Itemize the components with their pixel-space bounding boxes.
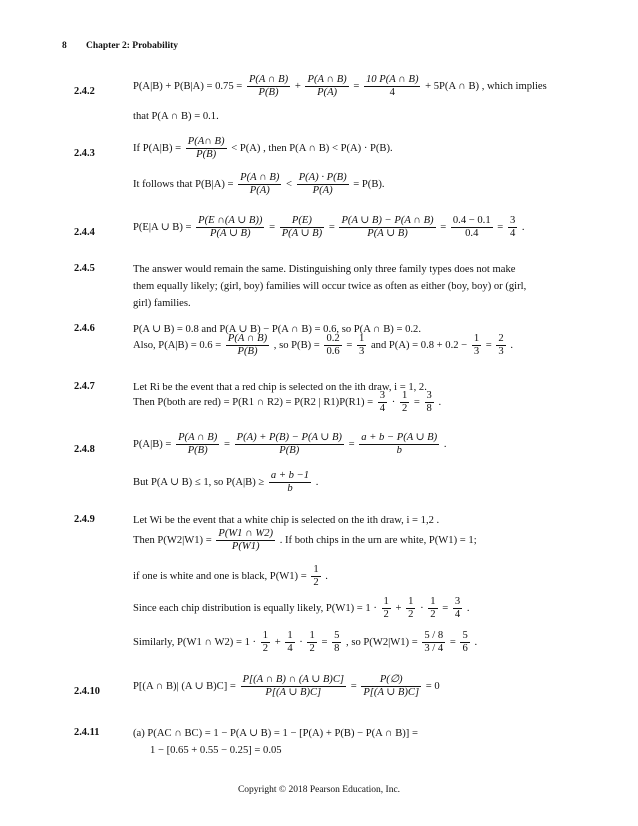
numerator: a + b −1 (270, 470, 310, 481)
numerator: P(W1 ∩ W2) (218, 528, 274, 539)
problem-number: 2.4.2 (74, 86, 95, 97)
denominator: 0.6 (326, 346, 340, 357)
numerator: P(A) · P(B) (298, 172, 347, 183)
text: . (521, 221, 525, 233)
text: . (466, 602, 470, 614)
numerator: 3 (426, 390, 432, 401)
operator: = (321, 636, 328, 648)
numerator: 1 (383, 596, 389, 607)
denominator: P[(A ∪ B)C] (265, 687, 322, 698)
problem-2-4-6-line2 (133, 333, 513, 358)
fraction (186, 136, 227, 161)
operator: · (299, 636, 303, 648)
denominator: P[(A ∪ B)C] (363, 687, 420, 698)
fraction (247, 74, 290, 99)
problem-2-4-5-line2: them equally likely; (girl, boy) families will occur twice as often as either (boy, boy) or (girl, (133, 281, 527, 292)
denominator: 3 (473, 346, 480, 357)
numerator: P(A∩ B) (187, 136, 225, 147)
numerator: P(A ∩ B) (248, 74, 289, 85)
denominator: b (287, 483, 293, 494)
denominator: P(A ∪ B) (367, 228, 408, 239)
page-header (62, 41, 178, 51)
denominator: 2 (401, 403, 408, 414)
numerator: 3 (509, 215, 516, 226)
denominator: 8 (426, 403, 432, 414)
problem-2-4-6-line1: P(A ∪ B) = 0.8 and P(A ∪ B) − P(A ∩ B) = 0.6, so P(A ∩ B) = 0.2. (133, 324, 421, 335)
fraction (324, 333, 341, 358)
problem-number: 2.4.10 (74, 686, 100, 697)
numerator: 3 (379, 390, 386, 401)
text: . (315, 476, 319, 488)
operator: = (269, 221, 276, 233)
text: It follows that P(B|A) = (133, 178, 234, 190)
fraction (241, 674, 346, 699)
text: + 5P(A ∩ B) , which implies (425, 80, 547, 92)
numerator: P(E ∩(A ∪ B)) (198, 215, 263, 226)
numerator: 2 (498, 333, 504, 344)
problem-2-4-2-line2: that P(A ∩ B) = 0.1. (133, 111, 219, 122)
denominator: 4 (389, 87, 395, 98)
fraction (226, 333, 269, 358)
operator: = (442, 602, 449, 614)
fraction (235, 432, 344, 457)
text: Then P(both are red) = P(R1 ∩ R2) = P(R2 | R1)P(R1) = (133, 396, 374, 408)
problem-2-4-3-line2 (133, 172, 385, 197)
fraction (311, 564, 320, 589)
text: P(E|A ∪ B) = (133, 221, 192, 233)
problem-2-4-11-line1: (a) P(AC ∩ BC) = 1 − P(A ∪ B) = 1 − [P(A) + P(B) − P(A ∩ B)] = (133, 728, 418, 739)
numerator: 5 / 8 (424, 630, 444, 641)
numerator: 1 (287, 630, 293, 641)
problem-2-4-2-line1 (133, 74, 547, 99)
problem-2-4-7-line1: Let Ri be the event that a red chip is selected on the ith draw, i = 1, 2. (133, 382, 427, 393)
fraction (285, 630, 294, 655)
text: , so P(W2|W1) = (346, 636, 418, 648)
fraction (460, 630, 469, 655)
problem-2-4-9-line1: Let Wi be the event that a white chip is selected on the ith draw, i = 1,2 . (133, 515, 440, 526)
fraction (280, 215, 324, 240)
text: = 0 (425, 680, 440, 692)
denominator: 4 (287, 643, 293, 654)
denominator: 4 (454, 609, 461, 620)
denominator: P(B) (187, 445, 208, 456)
fraction (400, 390, 409, 415)
fraction (472, 333, 481, 358)
fraction (496, 333, 505, 358)
numerator: 1 (408, 596, 414, 607)
fraction (453, 596, 462, 621)
fraction (378, 390, 387, 415)
operator: · (420, 602, 424, 614)
problem-2-4-8-line2 (133, 470, 318, 495)
fraction (357, 333, 366, 358)
fraction (425, 390, 434, 415)
fraction (359, 432, 439, 457)
fraction (261, 630, 270, 655)
text: < P(A) , then P(A ∩ B) < P(A) · P(B). (231, 142, 393, 154)
numerator: 5 (334, 630, 340, 641)
denominator: P(B) (196, 149, 217, 160)
text: Since each chip distribution is equally likely, P(W1) = 1 · (133, 602, 377, 614)
denominator: P(B) (237, 346, 258, 357)
numerator: P(E) (280, 215, 324, 228)
denominator: 4 (509, 228, 516, 239)
numerator: 3 (454, 596, 461, 607)
page-number: 8 (62, 41, 67, 51)
fraction (269, 470, 311, 495)
denominator: 3 / 4 (424, 643, 444, 654)
problem-2-4-11-line2: 1 − [0.65 + 0.55 − 0.25] = 0.05 (150, 745, 282, 756)
denominator: P(B) (279, 445, 300, 456)
numerator: P[(A ∩ B) ∩ (A ∪ B)C] (242, 674, 345, 685)
numerator: 1 (262, 630, 269, 641)
denominator: 2 (313, 577, 319, 588)
fraction (176, 432, 219, 457)
operator: = (348, 438, 355, 450)
denominator: 2 (408, 609, 414, 620)
problem-2-4-3-line1 (133, 136, 393, 161)
text: . (438, 396, 442, 408)
operator: = (328, 221, 335, 233)
numerator: 5 (462, 630, 468, 641)
fraction (508, 215, 517, 240)
numerator: P(∅) (361, 674, 421, 687)
text: . (474, 636, 478, 648)
operator: + (294, 80, 301, 92)
copyright-footer: Copyright © 2018 Pearson Education, Inc. (237, 785, 401, 795)
text: and P(A) = 0.8 + 0.2 − (370, 339, 468, 351)
operator: < (286, 178, 293, 190)
denominator: P(A) (317, 87, 338, 98)
fraction (305, 74, 348, 99)
problem-2-4-10-line1 (133, 674, 440, 699)
denominator: 4 (379, 403, 386, 414)
numerator: P(A) + P(B) − P(A ∪ B) (236, 432, 342, 443)
problem-2-4-9-line3 (133, 564, 328, 589)
problem-2-4-8-line1 (133, 432, 447, 457)
numerator: P(A ∩ B) (240, 172, 280, 183)
fraction (428, 596, 437, 621)
fraction (406, 596, 415, 621)
fraction (361, 674, 421, 699)
fraction (297, 172, 349, 197)
text: if one is white and one is black, P(W1) = (133, 570, 307, 582)
denominator: P(A ∪ B) (210, 228, 251, 239)
denominator: P(A) (249, 185, 270, 196)
numerator: a + b − P(A ∪ B) (361, 432, 438, 443)
numerator: 1 (430, 596, 436, 607)
numerator: 0.2 (326, 333, 340, 344)
operator: = (485, 339, 492, 351)
fraction (196, 215, 264, 240)
numerator: 1 (309, 630, 315, 641)
operator: = (353, 80, 360, 92)
text: Also, P(A|B) = 0.6 = (133, 339, 222, 351)
denominator: b (396, 445, 402, 456)
numerator: 0.4 − 0.1 (452, 215, 491, 226)
denominator: 2 (262, 643, 269, 654)
operator: = (497, 221, 504, 233)
operator: = (223, 438, 230, 450)
denominator: 2 (430, 609, 436, 620)
problem-number: 2.4.3 (74, 148, 95, 159)
numerator: 1 (473, 333, 480, 344)
text: But P(A ∪ B) ≤ 1, so P(A|B) ≥ (133, 476, 265, 488)
numerator: 10 P(A ∩ B) (366, 74, 419, 85)
operator: = (449, 636, 456, 648)
denominator: P(B) (258, 87, 279, 98)
denominator: 0.4 (465, 228, 479, 239)
fraction (216, 528, 275, 553)
fraction (332, 630, 341, 655)
numerator: 1 (313, 564, 319, 575)
operator: + (274, 636, 281, 648)
fraction (422, 630, 445, 655)
operator: = (413, 396, 420, 408)
denominator: 6 (462, 643, 468, 654)
operator: = (346, 339, 353, 351)
problem-number: 2.4.5 (74, 263, 95, 274)
text: P[(A ∩ B)| (A ∪ B)C] = (133, 680, 236, 692)
denominator: P(A) (312, 185, 333, 196)
text: If P(A|B) = (133, 142, 182, 154)
denominator: 3 (498, 346, 504, 357)
numerator: P(A ∪ B) − P(A ∩ B) (341, 215, 434, 226)
fraction (339, 215, 435, 240)
denominator: 3 (359, 346, 365, 357)
fraction (364, 74, 420, 99)
problem-2-4-5-line3: girl) families. (133, 298, 191, 309)
denominator: 2 (383, 609, 389, 620)
fraction (307, 630, 316, 655)
text: Then P(W2|W1) = (133, 534, 212, 546)
problem-2-4-7-line2 (133, 390, 441, 415)
text: . (325, 570, 328, 582)
numerator: 1 (359, 333, 365, 344)
text: , so P(B) = (273, 339, 320, 351)
problem-number: 2.4.9 (74, 514, 95, 525)
text: . (443, 438, 447, 450)
problem-2-4-9-line4 (133, 596, 469, 621)
operator: + (395, 602, 402, 614)
problem-number: 2.4.8 (74, 444, 95, 455)
numerator: P(A ∩ B) (178, 432, 218, 443)
numerator: P(A ∩ B) (307, 74, 347, 85)
fraction (238, 172, 281, 197)
text: . (510, 339, 514, 351)
numerator: 1 (401, 390, 408, 401)
fraction (451, 215, 493, 240)
text: = P(B). (353, 178, 385, 190)
problem-2-4-9-line5 (133, 630, 477, 655)
problem-2-4-5-line1: The answer would remain the same. Distinguishing only three family types does not make (133, 264, 516, 275)
denominator: P(A ∪ B) (281, 228, 323, 239)
operator: · (391, 396, 396, 408)
operator: = (440, 221, 447, 233)
problem-2-4-4-line1 (133, 215, 525, 240)
problem-number: 2.4.11 (74, 727, 100, 738)
problem-number: 2.4.6 (74, 323, 95, 334)
text: P(A|B) = (133, 438, 172, 450)
denominator: 8 (334, 643, 340, 654)
text: Similarly, P(W1 ∩ W2) = 1 · (133, 636, 257, 648)
text: . If both chips in the urn are white, P(W1) = 1; (279, 534, 477, 546)
problem-number: 2.4.7 (74, 381, 95, 392)
fraction (382, 596, 391, 621)
chapter-title: Chapter 2: Probability (86, 41, 179, 51)
operator: = (350, 680, 357, 692)
text: P(A|B) + P(B|A) = 0.75 = (133, 80, 243, 92)
numerator: P(A ∩ B) (227, 333, 268, 344)
denominator: 2 (309, 643, 315, 654)
problem-number: 2.4.4 (74, 227, 95, 238)
problem-2-4-9-line2 (133, 528, 477, 553)
denominator: P(W1) (231, 541, 260, 552)
